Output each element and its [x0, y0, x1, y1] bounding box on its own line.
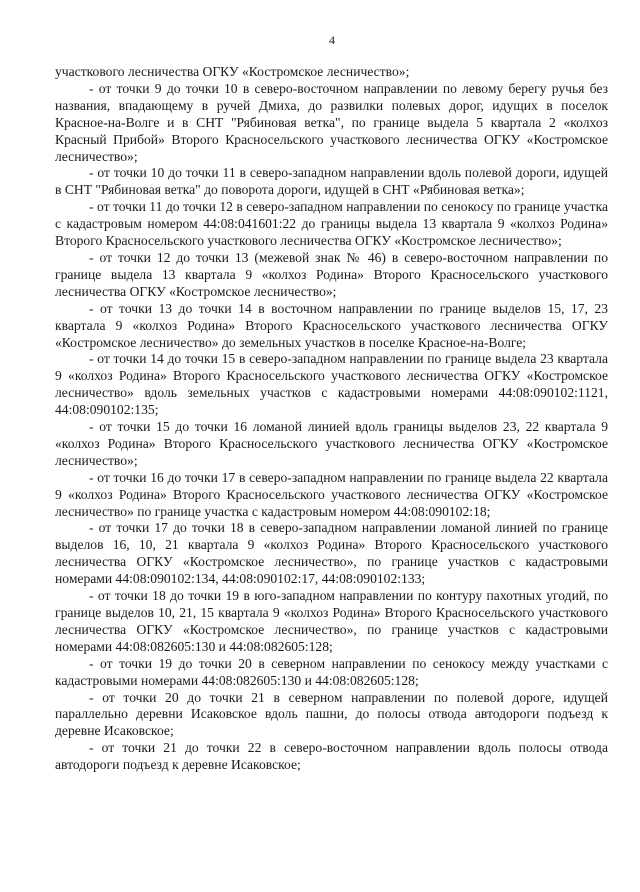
paragraph-point-18-19: - от точки 18 до точки 19 в юго-западном направлении по контуру пахотных угодий, по границе выделов 10, 21, 15 квартала 9 «колхоз Родина» Второго Красносельского участкового лесничества ОГКУ «Костромское лесничество», по границе участков с кадастровыми номерами 44:08:082605:130 и 44:08:082605:128;	[55, 588, 608, 654]
paragraph-point-14-15: - от точки 14 до точки 15 в северо-западном направлении по границе выдела 23 квартала 9 «колхоз Родина» Второго Красносельского участкового лесничества ОГКУ «Костромское лесничество» вдоль земельных участков с кадастровыми номерами 44:08:090102:1121, 44:08:090102:135;	[55, 351, 608, 418]
paragraph-point-19-20: - от точки 19 до точки 20 в северном направлении по сенокосу между участками с кадастровыми номерами 44:08:082605:130 и 44:08:082605:128;	[55, 655, 608, 688]
paragraph-point-12-13: - от точки 12 до точки 13 (межевой знак № 46) в северо-восточном направлении по границе выдела 13 квартала 9 «колхоз Родина» Второго Красносельского участкового лесничества ОГКУ «Костромское лесничество»;	[55, 249, 608, 299]
paragraph-point-10-11: - от точки 10 до точки 11 в северо-западном направлении вдоль полевой дороги, идущей в СНТ "Рябиновая ветка" до поворота дороги, идущей в СНТ «Рябиновая ветка»;	[55, 165, 608, 198]
paragraph-point-20-21: - от точки 20 до точки 21 в северном направлении по полевой дороге, идущей параллельно деревни Исаковское вдоль пашни, до полосы отвода автодороги подъезд к деревне Исаковское;	[55, 689, 608, 739]
paragraph-point-21-22: - от точки 21 до точки 22 в северо-восточном направлении вдоль полосы отвода автодороги подъезд к деревне Исаковское;	[55, 740, 608, 773]
paragraph-point-13-14: - от точки 13 до точки 14 в восточном направлении по границе выделов 15, 17, 23 квартала 9 «колхоз Родина» Второго Красносельского участкового лесничества ОГКУ «Костромское лесничество» до земельных участков в поселке Красное-на-Волге;	[55, 300, 608, 350]
paragraph-continuation: участкового лесничества ОГКУ «Костромское лесничество»;	[55, 64, 410, 79]
paragraph-point-15-16: - от точки 15 до точки 16 ломаной линией вдоль границы выделов 23, 22 квартала 9 «колхоз Родина» Второго Красносельского участкового лесничества ОГКУ «Костромское лесничество»;	[55, 419, 608, 468]
paragraph-point-9-10: - от точки 9 до точки 10 в северо-восточном направлении по левому берегу ручья без названия, впадающему в ручей Дмиха, до развилки полевых дорог, идущих в поселок Красное-на-Волге и в СНТ "Рябиновая ветка", по границе выдела 5 квартала 2 «колхоз Красный Прибой» Второго Красносельского участкового лесничества ОГКУ «Костромское лесничество»;	[55, 80, 608, 164]
paragraph-point-17-18: - от точки 17 до точки 18 в северо-западном направлении ломаной линией по границе выделов 16, 10, 21 квартала 9 «колхоз Родина» Второго Красносельского участкового лесничества ОГКУ «Костромское лесничество», по границе участков с кадастровыми номерами 44:08:090102:134, 44:08:090102:17, 44:08:090102:133;	[55, 520, 608, 587]
document-body	[55, 64, 608, 774]
paragraph-point-16-17: - от точки 16 до точки 17 в северо-западном направлении по границе выдела 22 квартала 9 «колхоз Родина» Второго Красносельского участкового лесничества ОГКУ «Костромское лесничество» по границе участка с кадастровым номером 44:08:090102:18;	[55, 469, 608, 519]
paragraph-point-11-12: - от точки 11 до точки 12 в северо-западном направлении по сенокосу по границе участка с кадастровым номером 44:08:041601:22 до границы выдела 13 квартала 9 «колхоз Родина» Второго Красносельского участкового лесничества ОГКУ «Костромское лесничество»;	[55, 199, 608, 249]
page-number: 4	[329, 33, 335, 47]
